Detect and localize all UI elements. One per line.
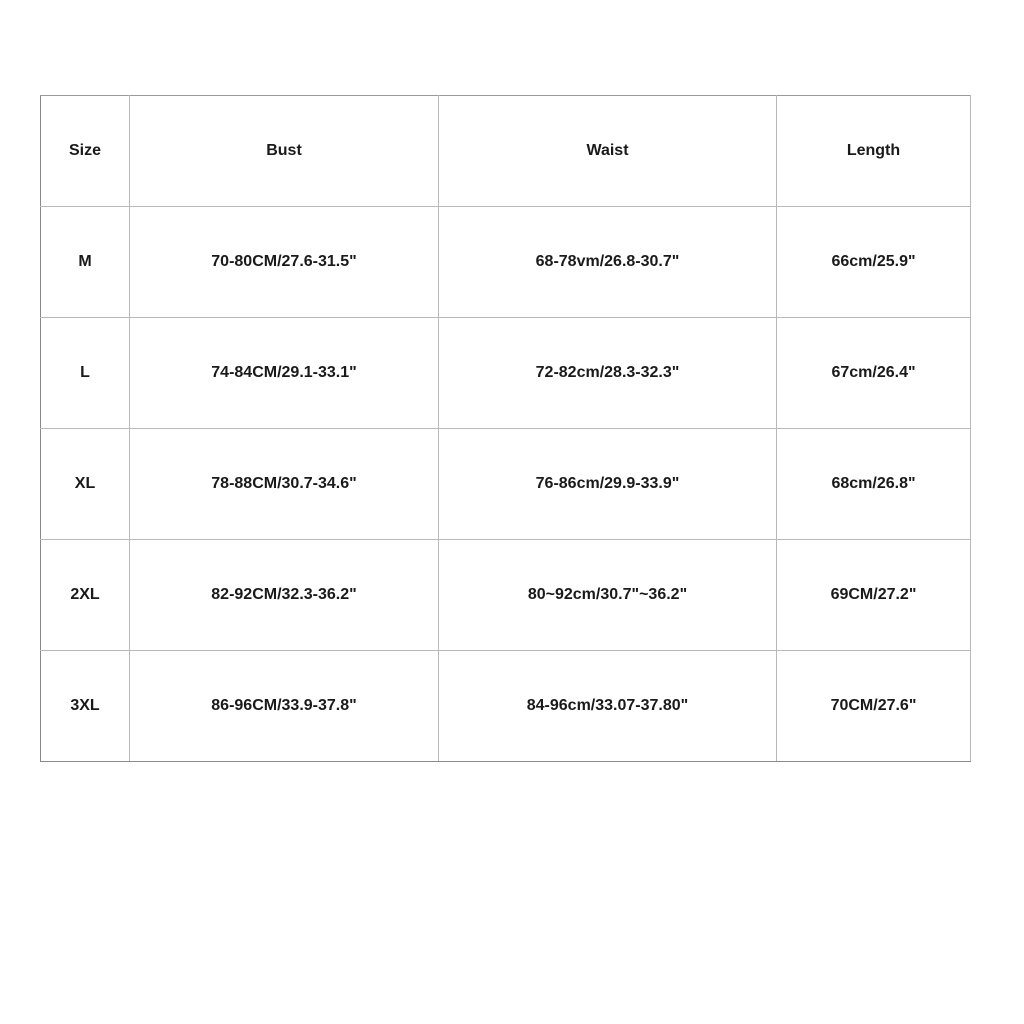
- header-waist: Waist: [439, 96, 777, 207]
- cell-length: 68cm/26.8": [777, 429, 971, 540]
- cell-size: L: [41, 318, 130, 429]
- table-row: [41, 540, 971, 651]
- cell-size: M: [41, 207, 130, 318]
- cell-waist: 72-82cm/28.3-32.3": [439, 318, 777, 429]
- cell-bust: 82-92CM/32.3-36.2": [130, 540, 439, 651]
- cell-length: 67cm/26.4": [777, 318, 971, 429]
- cell-bust: 86-96CM/33.9-37.8": [130, 651, 439, 762]
- table-row: [41, 651, 971, 762]
- header-size: Size: [41, 96, 130, 207]
- cell-bust: 78-88CM/30.7-34.6": [130, 429, 439, 540]
- table-row: [41, 318, 971, 429]
- table-row: [41, 429, 971, 540]
- cell-bust: 70-80CM/27.6-31.5": [130, 207, 439, 318]
- header-length: Length: [777, 96, 971, 207]
- header-bust: Bust: [130, 96, 439, 207]
- cell-length: 69CM/27.2": [777, 540, 971, 651]
- cell-waist: 76-86cm/29.9-33.9": [439, 429, 777, 540]
- cell-length: 70CM/27.6": [777, 651, 971, 762]
- cell-waist: 80~92cm/30.7"~36.2": [439, 540, 777, 651]
- cell-size: 2XL: [41, 540, 130, 651]
- cell-length: 66cm/25.9": [777, 207, 971, 318]
- table-header-row: [41, 96, 971, 207]
- cell-size: 3XL: [41, 651, 130, 762]
- cell-size: XL: [41, 429, 130, 540]
- cell-waist: 68-78vm/26.8-30.7": [439, 207, 777, 318]
- cell-waist: 84-96cm/33.07-37.80": [439, 651, 777, 762]
- size-chart-table: [40, 95, 971, 762]
- cell-bust: 74-84CM/29.1-33.1": [130, 318, 439, 429]
- table-row: [41, 207, 971, 318]
